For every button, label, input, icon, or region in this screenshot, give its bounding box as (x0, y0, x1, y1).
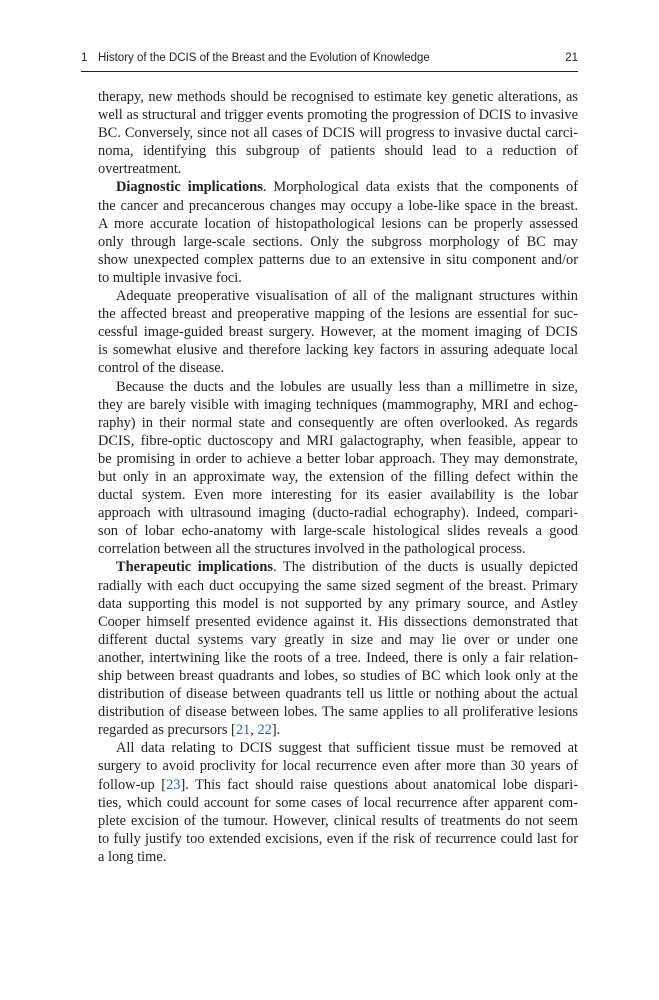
text-line: therapy, new methods should be recognised to estimate key genetic alterations, as (98, 89, 578, 105)
header-rule (81, 71, 578, 72)
text-run: . The distribution of the ducts is usually depicted (272, 559, 578, 576)
text-line: data supporting this model is not supported by any primary source, and Astley (98, 595, 578, 612)
paragraph-surgery-recurrence (98, 739, 578, 866)
page-number: 21 (565, 52, 578, 64)
text-line: is somewhat elusive and therefore lacking key factors in assuring adequate local (98, 342, 578, 359)
text-line: a long time. (98, 848, 167, 865)
run-in-heading-therapeutic: Therapeutic implications (116, 559, 273, 576)
text-line: cessful image-guided breast surgery. However, at the moment imaging of DCIS (98, 324, 578, 341)
text-line: be promising in order to achieve a better lobar approach. They may demonstrate, (98, 450, 578, 467)
text-line: DCIS, fibre-optic ductoscopy and MRI galactography, when feasible, appear to (98, 432, 578, 449)
text-line: to fully justify too extended excisions, even if the risk of recurrence could last for (98, 830, 578, 847)
text-line: BC. Conversely, since not all cases of DCIS will progress to invasive ductal carci- (98, 125, 578, 142)
text-line: another, intertwining like the roots of a tree. Indeed, there is only a fair relation- (98, 649, 578, 666)
chapter-number: 1 (81, 52, 88, 64)
text-run: . Morphological data exists that the components of (262, 179, 578, 196)
text-line: surgery to avoid proclivity for local recurrence even after more than 30 years of (98, 758, 578, 775)
text-line: distribution of disease between quadrants tell us little or nothing about the actual (98, 686, 578, 703)
text-line: Cooper himself presented evidence against it. His dissections demonstrated that (98, 613, 578, 630)
text-line: noma, identifying this subgroup of patients should lead to a reduction of (98, 143, 578, 160)
text-line: ship between breast quadrants and lobes, so studies of BC which look only at the (98, 668, 578, 684)
text-line: only through large-scale sections. Only the subgross morphology of BC may (98, 233, 578, 250)
text-line: but only in an approximate way, the extension of the filling defect within the (98, 468, 578, 485)
paragraph-therapeutic-implications (98, 558, 578, 739)
text-line: well as structural and trigger events promoting the progression of DCIS to invasive (98, 107, 578, 124)
text-line: Because the ducts and the lobules are usually less than a millimetre in size, (116, 378, 578, 395)
text-line: plete excision of the tumour. However, clinical results of treatments do not seem (98, 812, 578, 829)
text-line: ties, which could account for some cases of local recurrence after apparent com- (98, 794, 578, 811)
text-line: raphy) in their normal state and consequently are often overlooked. As regards (98, 414, 578, 431)
body-text (98, 88, 578, 866)
text-line (98, 776, 578, 794)
paragraph-imaging (98, 378, 578, 559)
run-in-heading-diagnostic: Diagnostic implications (116, 179, 263, 196)
text-line (98, 558, 578, 576)
running-head (81, 50, 578, 70)
text-line: ductal system. Even more interesting for its easier availability is the lobar (98, 487, 578, 504)
text-run: ]. (271, 722, 281, 739)
paragraph-diagnostic-implications (98, 178, 578, 287)
text-line (98, 721, 578, 739)
text-line: different ductal systems vary greatly in size and may lie over or under one (98, 631, 578, 648)
text-line: show unexpected complex patterns due to an extensive in situ component and/or (98, 251, 578, 268)
text-run: regarded as precursors [ (98, 722, 236, 739)
paragraph-preoperative-visualisation (98, 287, 578, 377)
chapter-title: History of the DCIS of the Breast and the Evolution of Knowledge (98, 52, 430, 64)
text-line: to multiple invasive foci. (98, 269, 242, 286)
text-line: Adequate preoperative visualisation of all of the malignant structures within (116, 288, 578, 305)
text-line (98, 178, 578, 196)
text-line: control of the disease. (98, 360, 225, 377)
text-run: follow-up [ (98, 776, 167, 793)
citation-link-23[interactable]: 23 (166, 776, 181, 793)
text-line: correlation between all the structures involved in the pathological process. (98, 541, 526, 558)
text-line: the affected breast and preoperative mapping of the lesions are essential for suc- (98, 306, 578, 323)
text-run: , (250, 722, 258, 739)
paragraph-continuation (98, 88, 578, 178)
text-line: the cancer and precancerous changes may occupy a lobe-like space in the breast. (98, 197, 578, 214)
text-line: All data relating to DCIS suggest that sufficient tissue must be removed at (116, 740, 578, 757)
text-line: overtreatment. (98, 161, 182, 178)
citation-link-22[interactable]: 22 (257, 722, 272, 739)
text-line: son of lobar echo-anatomy with large-scale histological slides reveals a good (98, 523, 578, 540)
text-line: they are barely visible with imaging techniques (mammography, MRI and echog- (98, 396, 578, 413)
text-line: A more accurate location of histopathological lesions can be properly assessed (98, 215, 578, 232)
text-line: radially with each duct occupying the same sized segment of the breast. Primary (98, 577, 578, 594)
citation-link-21[interactable]: 21 (235, 722, 251, 739)
text-run: ]. This fact should raise questions about anatomical lobe dispari- (180, 776, 578, 793)
text-line: distribution of disease between lobes. The same applies to all proliferative lesions (98, 704, 578, 721)
text-line: approach with ultrasound imaging (ducto-radial echography). Indeed, compari- (98, 505, 578, 522)
